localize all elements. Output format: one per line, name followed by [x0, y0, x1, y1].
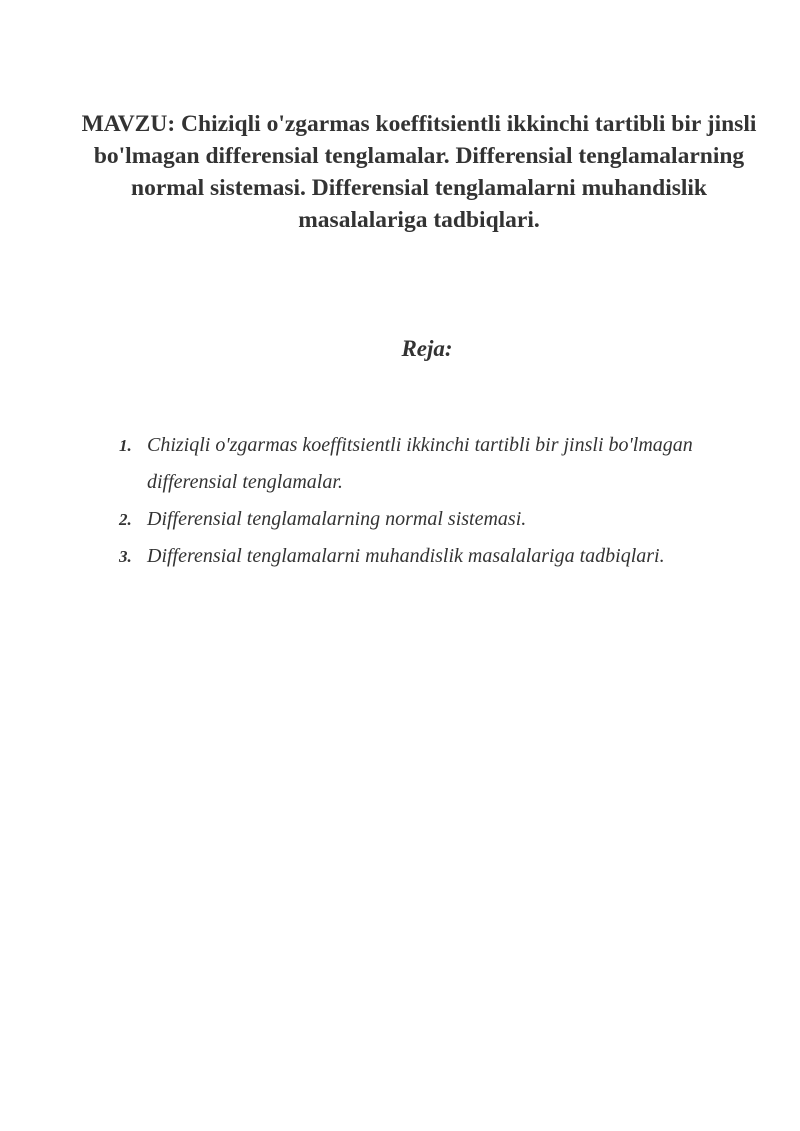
plan-item-number: 2.: [119, 510, 132, 529]
document-title: MAVZU: Chiziqli o'zgarmas koeffitsientli ikkinchi tartibli bir jinsli bo'lmagan differensial tenglamalar. Differensial tenglamalarning normal sistemasi. Differensial tenglamalarni muhandislik masalalariga tadbiqlari.: [81, 111, 757, 233]
plan-item-text: Differensial tenglamalarni muhandislik masalalariga tadbiqlari.: [147, 545, 665, 567]
plan-item-text: Differensial tenglamalarning normal sistemasi.: [147, 508, 527, 530]
plan-heading: Reja:: [401, 336, 453, 361]
plan-item-3: [116, 538, 766, 575]
plan-list: [116, 427, 766, 575]
plan-item-number: 3.: [119, 547, 132, 566]
plan-item-2: [116, 501, 766, 538]
plan-item-number: 1.: [119, 436, 132, 455]
plan-item-1: [116, 427, 766, 501]
plan-item-text: Chiziqli o'zgarmas koeffitsientli ikkinchi tartibli bir jinsli bo'lmagan differensial tenglamalar.: [147, 434, 693, 493]
